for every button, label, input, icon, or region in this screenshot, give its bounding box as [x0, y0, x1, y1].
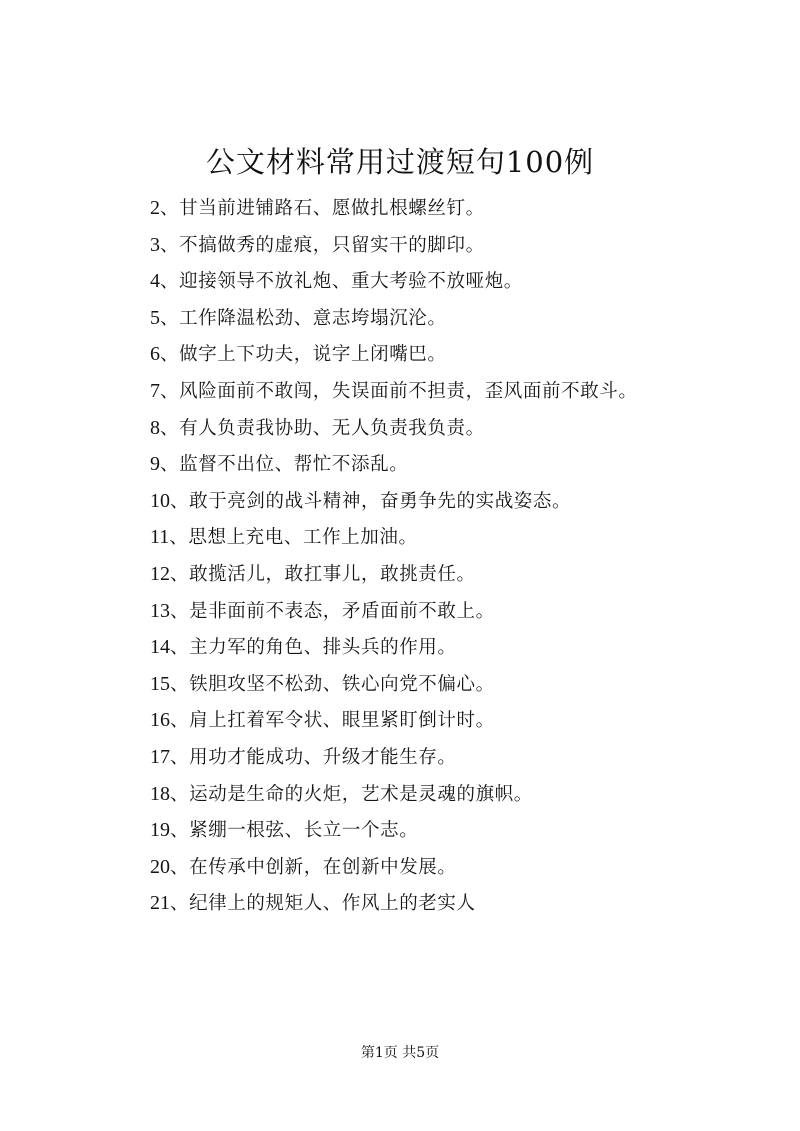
item-text: 、迎接领导不放礼炮、重大考验不放哑炮。: [160, 271, 523, 293]
item-text: 、有人负责我协助、无人负责我负责。: [160, 417, 485, 439]
list-item: [150, 373, 770, 410]
item-text: 、监督不出位、帮忙不添乱。: [160, 454, 409, 476]
list-item: [150, 483, 770, 520]
list-item: [150, 666, 770, 703]
item-text: 、敢于亮剑的战斗精神，奋勇争先的实战姿态。: [170, 490, 572, 512]
item-text: 、工作降温松劲、意志垮塌沉沦。: [160, 307, 447, 329]
list-item: [150, 593, 770, 630]
item-number: 14: [150, 636, 170, 659]
list-item: [150, 812, 770, 849]
item-text: 、运动是生命的火炬，艺术是灵魂的旗帜。: [170, 783, 533, 805]
item-text: 、风险面前不敢闯，失误面前不担责，歪风面前不敢斗。: [160, 380, 638, 402]
item-number: 7: [150, 379, 160, 402]
item-number: 16: [150, 709, 170, 732]
list-item: [150, 629, 770, 666]
list-item: [150, 702, 770, 739]
list-item: [150, 263, 770, 300]
item-text: 、是非面前不表态，矛盾面前不敢上。: [170, 600, 495, 622]
item-number: 11: [150, 526, 170, 549]
item-number: 15: [150, 672, 170, 695]
item-text: 、紧绷一根弦、长立一个志。: [170, 820, 419, 842]
list-item: [150, 885, 770, 922]
list-item: [150, 336, 770, 373]
item-number: 9: [150, 453, 160, 476]
list-item: [150, 446, 770, 483]
item-number: 6: [150, 343, 160, 366]
item-text: 、敢揽活儿，敢扛事儿，敢挑责任。: [170, 563, 476, 585]
item-number: 17: [150, 745, 170, 768]
list-item: [150, 410, 770, 447]
phrase-list: [150, 190, 770, 922]
item-text: 、铁胆攻坚不松劲、铁心向党不偏心。: [170, 673, 495, 695]
item-text: 、思想上充电、工作上加油。: [169, 527, 418, 549]
item-text: 、甘当前进铺路石、愿做扎根螺丝钉。: [160, 198, 485, 219]
item-number: 20: [150, 855, 170, 878]
item-number: 21: [150, 892, 170, 915]
page-footer: 第1页 共5页: [360, 1045, 440, 1061]
list-item: [150, 227, 770, 264]
item-number: 4: [150, 270, 160, 293]
item-text: 、主力军的角色、排头兵的作用。: [170, 637, 457, 659]
item-number: 8: [150, 416, 160, 439]
list-item: [150, 519, 770, 556]
list-item: [150, 556, 770, 593]
item-text: 、在传承中创新，在创新中发展。: [170, 856, 457, 878]
item-text: 、肩上扛着军令状、眼里紧盯倒计时。: [170, 710, 495, 732]
list-item: [150, 300, 770, 337]
item-number: 18: [150, 782, 170, 805]
item-number: 2: [150, 197, 160, 219]
list-item: [150, 190, 770, 227]
item-number: 19: [150, 819, 170, 842]
item-number: 5: [150, 306, 160, 329]
item-text: 、纪律上的规矩人、作风上的老实人: [170, 893, 476, 915]
item-number: 3: [150, 233, 160, 256]
list-item: [150, 849, 770, 886]
document-title: 公文材料常用过渡短句100例: [205, 145, 595, 179]
item-text: 、用功才能成功、升级才能生存。: [170, 746, 457, 768]
list-item: [150, 739, 770, 776]
list-item: [150, 776, 770, 813]
item-number: 12: [150, 562, 170, 585]
item-text: 、做字上下功夫，说字上闭嘴巴。: [160, 344, 447, 366]
item-number: 10: [150, 489, 170, 512]
item-number: 13: [150, 599, 170, 622]
item-text: 、不搞做秀的虚痕，只留实干的脚印。: [160, 234, 485, 256]
